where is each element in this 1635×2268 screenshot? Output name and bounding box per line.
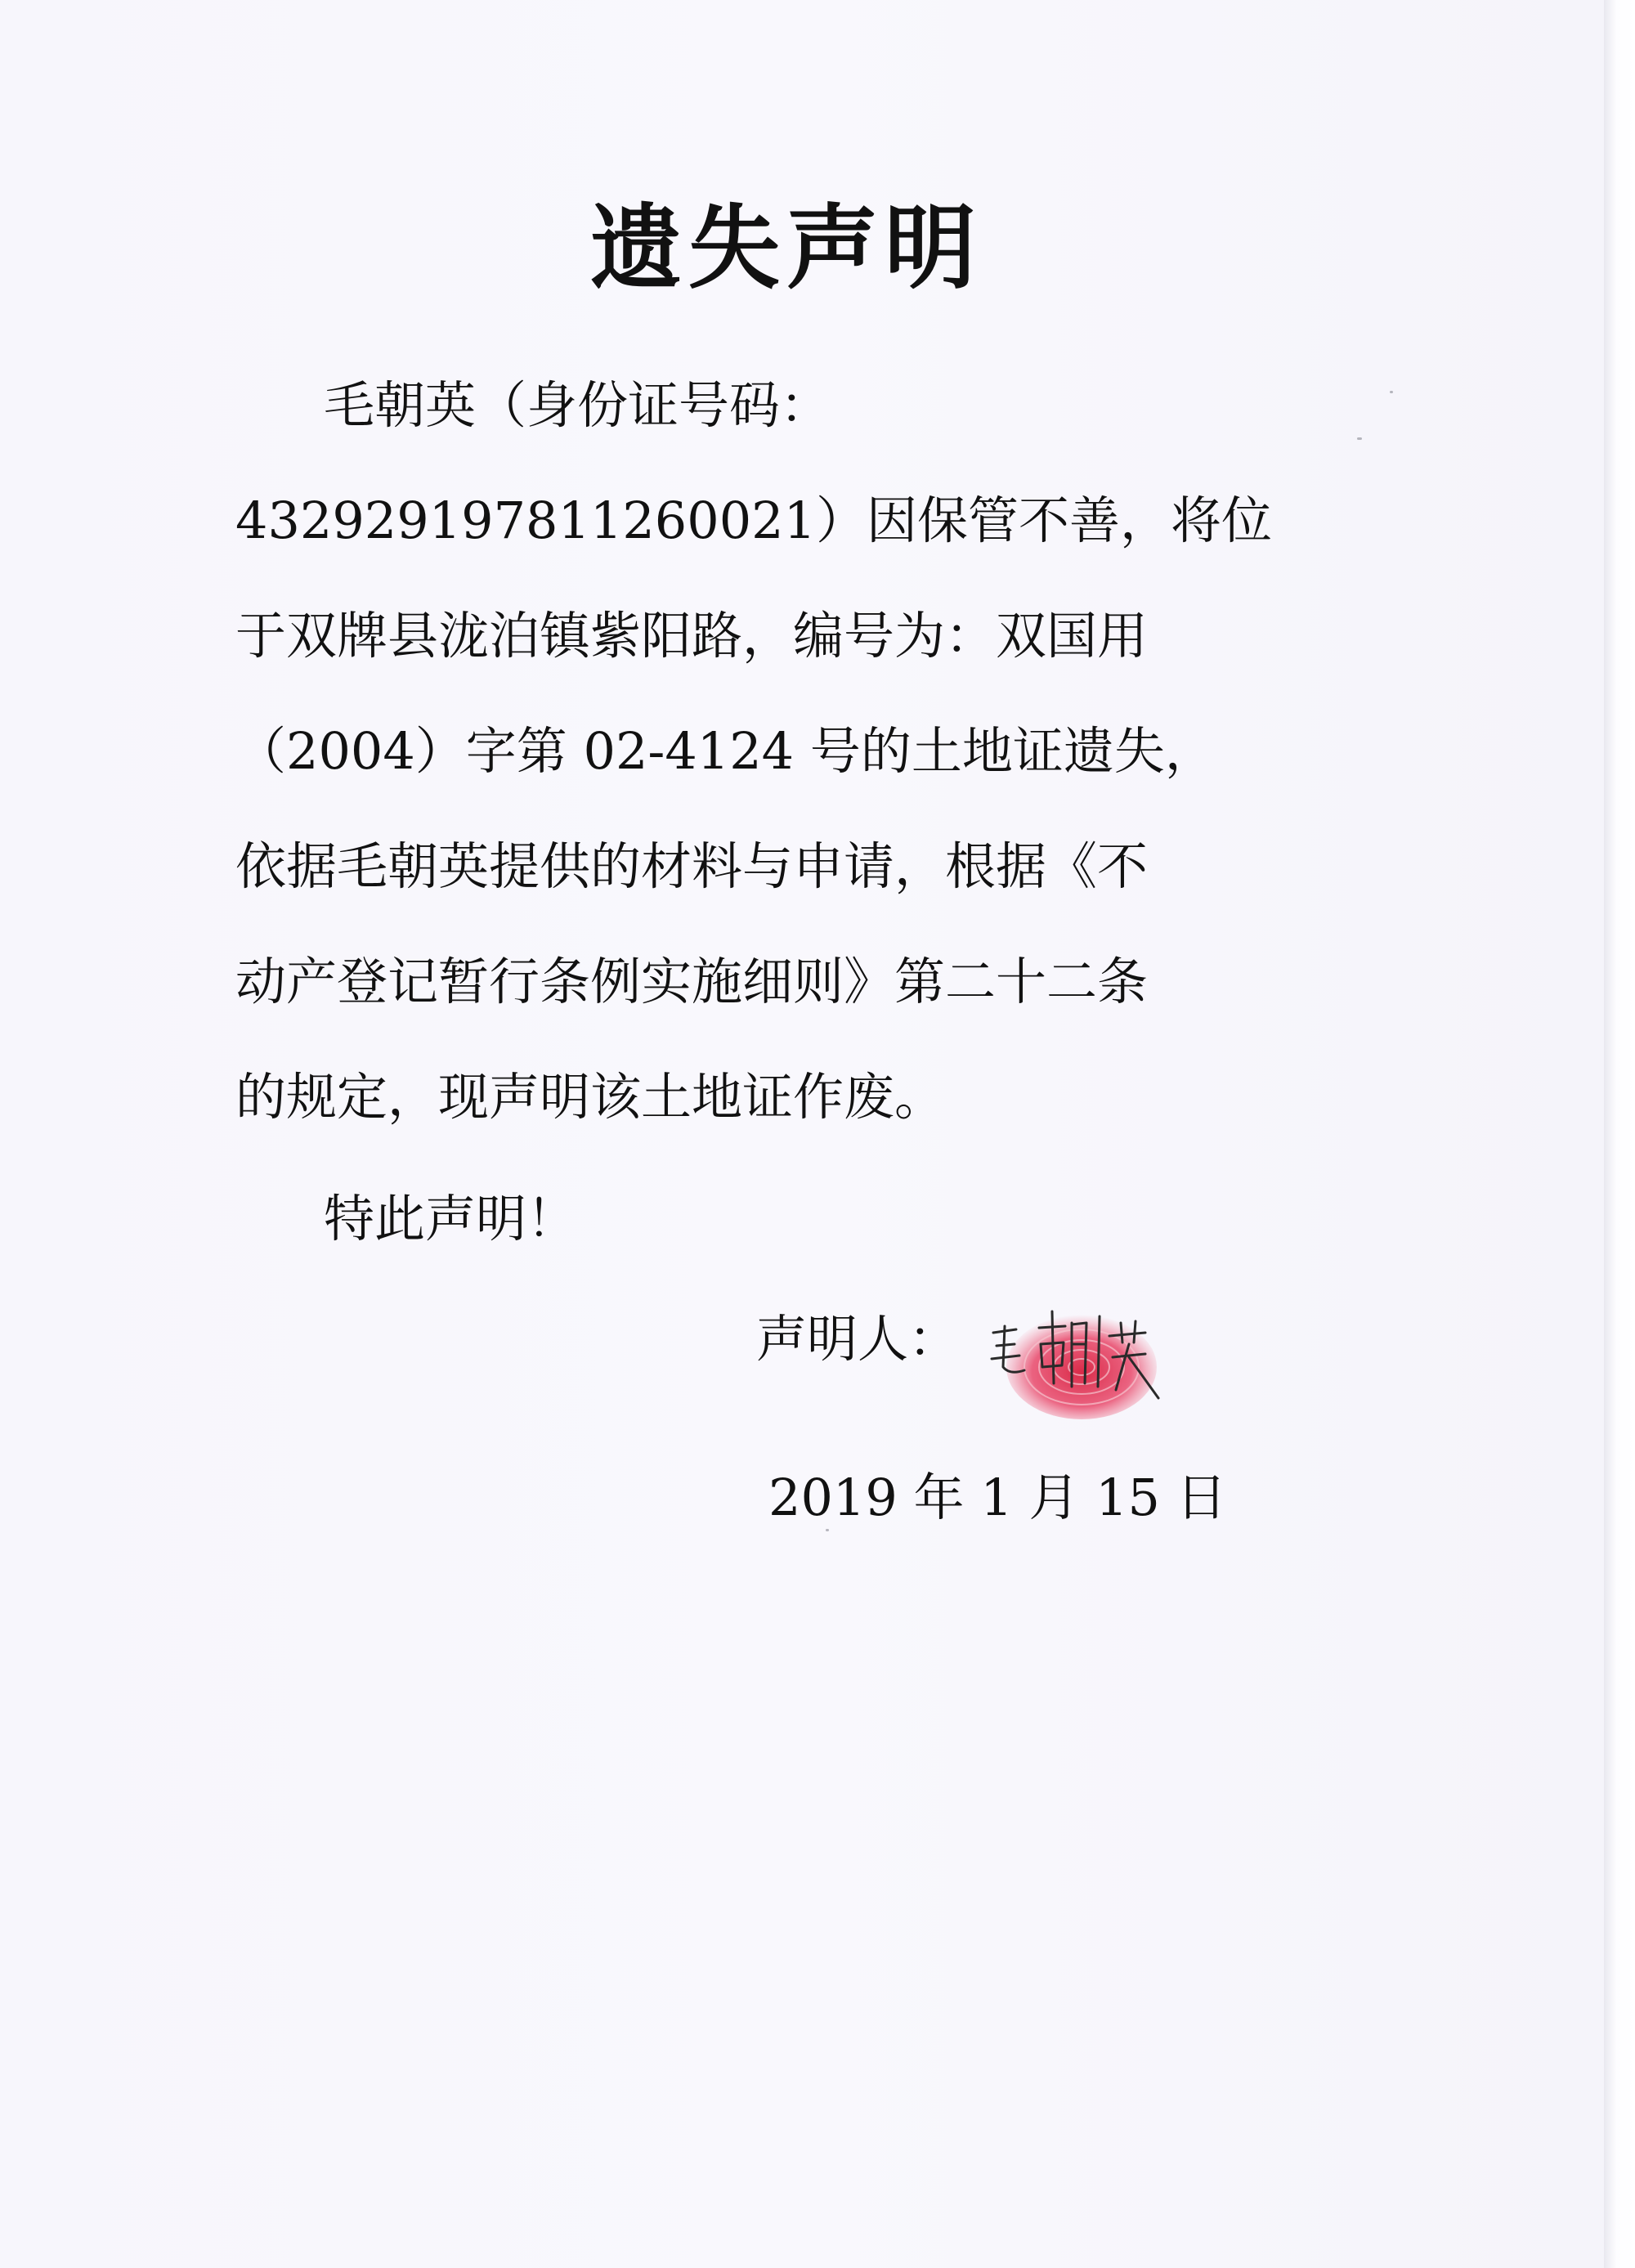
statement-date: 2019 年 1 月 15 日 [768, 1468, 1227, 1527]
body-line-6: 动产登记暂行条例实施细则》第二十二条 [235, 952, 1149, 1011]
document-title: 遗失声明 [590, 195, 983, 302]
scan-speck [1357, 437, 1362, 440]
paper-edge [1604, 0, 1635, 2268]
body-line-3: 于双牌县泷泊镇紫阳路，编号为：双国用 [235, 606, 1149, 666]
statement-body [235, 347, 1331, 1154]
declarant-label: 声明人： [756, 1309, 960, 1369]
body-line-7: 的规定，现声明该土地证作废。 [235, 1067, 946, 1127]
body-line-5: 依据毛朝英提供的材料与申请，根据《不 [235, 836, 1149, 896]
closing-remark: 特此声明！ [324, 1189, 578, 1248]
signature-with-fingerprint [977, 1275, 1181, 1431]
body-line-2: 432929197811260021）因保管不善，将位 [235, 491, 1273, 550]
body-line-4: （2004）字第 02-4124 号的土地证遗失， [235, 721, 1216, 781]
scan-speck [1390, 391, 1393, 393]
body-line-1: 毛朝英（身份证号码： [324, 375, 831, 435]
